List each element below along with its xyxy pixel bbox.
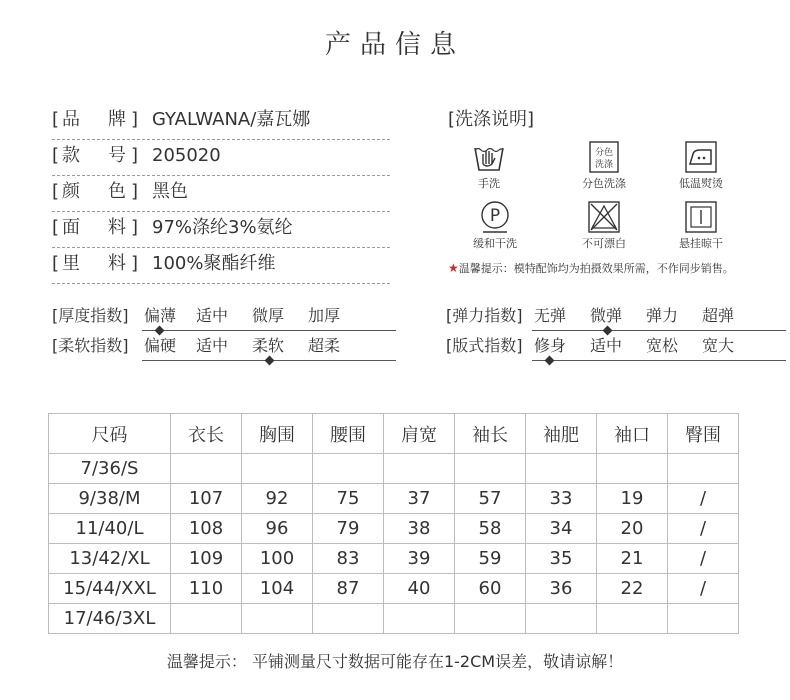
table-header-cell: 袖口 bbox=[597, 414, 668, 454]
table-row bbox=[49, 454, 739, 484]
table-cell: 87 bbox=[313, 574, 384, 604]
separate-colors-icon-text-2: 洗涤 bbox=[594, 160, 614, 170]
index-option: 适中 bbox=[590, 336, 623, 355]
info-label: [ 颜 色 ] bbox=[52, 181, 138, 202]
table-cell bbox=[242, 454, 313, 484]
table-cell bbox=[668, 454, 739, 484]
table-cell: 21 bbox=[597, 544, 668, 574]
info-value-lining: 100%聚酯纤维 bbox=[152, 253, 276, 274]
hand-wash-icon bbox=[472, 140, 506, 174]
table-cell bbox=[455, 454, 526, 484]
info-row-style-number bbox=[52, 140, 390, 176]
index-name: [弹力指数] bbox=[446, 306, 523, 325]
wash-caption: 分色洗涤 bbox=[582, 177, 626, 190]
table-cell: 57 bbox=[455, 484, 526, 514]
table-cell bbox=[384, 454, 455, 484]
table-cell: 11/40/L bbox=[49, 514, 171, 544]
table-cell: 39 bbox=[384, 544, 455, 574]
table-header-cell: 臀围 bbox=[668, 414, 739, 454]
page-title: 产品信息 bbox=[324, 30, 465, 60]
table-cell: 36 bbox=[526, 574, 597, 604]
table-cell: 19 bbox=[597, 484, 668, 514]
table-row bbox=[49, 604, 739, 634]
star-icon: ★ bbox=[448, 261, 459, 275]
table-cell: 9/38/M bbox=[49, 484, 171, 514]
index-options bbox=[142, 333, 396, 361]
table-header-cell: 肩宽 bbox=[384, 414, 455, 454]
info-label: [ 里 料 ] bbox=[52, 253, 138, 274]
table-cell: 34 bbox=[526, 514, 597, 544]
wash-item-hand-wash bbox=[441, 140, 537, 191]
info-row-brand bbox=[52, 104, 390, 140]
index-option: 偏薄 bbox=[144, 306, 177, 325]
table-cell: 13/42/XL bbox=[49, 544, 171, 574]
no-bleach-icon bbox=[587, 200, 621, 234]
table-cell: 107 bbox=[171, 484, 242, 514]
table-cell: 110 bbox=[171, 574, 242, 604]
table-cell: 104 bbox=[242, 574, 313, 604]
gentle-dry-clean-icon-text: P bbox=[489, 206, 501, 226]
info-row-fabric bbox=[52, 212, 390, 248]
index-option: 超柔 bbox=[308, 336, 341, 355]
table-cell: / bbox=[668, 574, 739, 604]
table-cell: 83 bbox=[313, 544, 384, 574]
table-cell bbox=[384, 604, 455, 634]
table-cell: 20 bbox=[597, 514, 668, 544]
index-option: 偏硬 bbox=[144, 336, 177, 355]
table-header-row bbox=[49, 414, 739, 454]
table-cell bbox=[313, 604, 384, 634]
wash-title: [洗涤说明] bbox=[448, 109, 535, 130]
table-cell bbox=[668, 604, 739, 634]
table-cell: 7/36/S bbox=[49, 454, 171, 484]
index-name: [柔软指数] bbox=[52, 336, 129, 355]
index-name: [厚度指数] bbox=[52, 306, 129, 325]
table-cell bbox=[171, 454, 242, 484]
index-options bbox=[532, 303, 786, 331]
size-table bbox=[48, 413, 739, 634]
table-header-cell: 袖长 bbox=[455, 414, 526, 454]
table-header-cell: 袖肥 bbox=[526, 414, 597, 454]
wash-note-text: 温馨提示：模特配饰均为拍摄效果所需，不作同步销售。 bbox=[458, 262, 734, 275]
wash-caption: 缓和干洗 bbox=[473, 237, 517, 250]
index-option: 弹力 bbox=[646, 306, 679, 325]
separate-colors-icon-text-1: 分色 bbox=[594, 148, 614, 158]
index-option: 适中 bbox=[196, 306, 229, 325]
table-cell: 60 bbox=[455, 574, 526, 604]
index-option: 柔软 bbox=[252, 336, 285, 355]
hang-dry-icon bbox=[684, 200, 718, 234]
table-cell: 22 bbox=[597, 574, 668, 604]
table-row bbox=[49, 514, 739, 544]
info-label: [ 款 号 ] bbox=[52, 145, 138, 166]
table-cell: 17/46/3XL bbox=[49, 604, 171, 634]
table-cell bbox=[242, 604, 313, 634]
table-cell: 15/44/XXL bbox=[49, 574, 171, 604]
table-cell bbox=[526, 454, 597, 484]
index-name: [版式指数] bbox=[446, 336, 523, 355]
table-cell bbox=[526, 604, 597, 634]
table-cell: / bbox=[668, 514, 739, 544]
wash-item-separate-colors bbox=[556, 140, 652, 191]
wash-item-gentle-dry-clean bbox=[447, 200, 543, 251]
info-value-brand: GYALWANA/嘉瓦娜 bbox=[152, 109, 311, 130]
index-option: 修身 bbox=[534, 336, 567, 355]
table-cell bbox=[171, 604, 242, 634]
gentle-dry-clean-icon bbox=[478, 200, 512, 234]
index-option: 超弹 bbox=[702, 306, 735, 325]
index-option: 适中 bbox=[196, 336, 229, 355]
table-cell: / bbox=[668, 544, 739, 574]
table-cell: 59 bbox=[455, 544, 526, 574]
table-cell: 100 bbox=[242, 544, 313, 574]
table-cell: 109 bbox=[171, 544, 242, 574]
wash-caption: 不可漂白 bbox=[582, 237, 626, 250]
table-cell: 58 bbox=[455, 514, 526, 544]
table-cell: 96 bbox=[242, 514, 313, 544]
wash-item-no-bleach bbox=[556, 200, 652, 251]
table-cell: 37 bbox=[384, 484, 455, 514]
index-option: 微弹 bbox=[590, 306, 623, 325]
index-option: 加厚 bbox=[308, 306, 341, 325]
wash-caption: 手洗 bbox=[478, 177, 500, 190]
wash-caption: 低温熨烫 bbox=[679, 177, 723, 190]
separate-colors-icon bbox=[587, 140, 621, 174]
table-cell bbox=[597, 454, 668, 484]
info-row-color bbox=[52, 176, 390, 212]
table-cell bbox=[455, 604, 526, 634]
wash-item-hang-dry bbox=[653, 200, 749, 251]
table-header-cell: 腰围 bbox=[313, 414, 384, 454]
table-cell: 33 bbox=[526, 484, 597, 514]
info-value-color: 黑色 bbox=[152, 181, 188, 202]
footer-note: 温馨提示： 平铺测量尺寸数据可能存在1-2CM误差，敬请谅解！ bbox=[166, 652, 624, 671]
info-label: [ 品 牌 ] bbox=[52, 109, 138, 130]
table-row bbox=[49, 574, 739, 604]
table-cell: 40 bbox=[384, 574, 455, 604]
index-options bbox=[532, 333, 786, 361]
index-option: 宽松 bbox=[646, 336, 679, 355]
wash-note bbox=[448, 260, 734, 276]
wash-item-low-temp-iron bbox=[653, 140, 749, 191]
table-cell: 79 bbox=[313, 514, 384, 544]
table-header-cell: 尺码 bbox=[49, 414, 171, 454]
info-value-style-number: 205020 bbox=[152, 145, 221, 166]
index-option: 宽大 bbox=[702, 336, 735, 355]
table-cell bbox=[313, 454, 384, 484]
info-row-lining bbox=[52, 248, 390, 284]
table-row bbox=[49, 544, 739, 574]
table-cell: / bbox=[668, 484, 739, 514]
table-row bbox=[49, 484, 739, 514]
table-cell: 92 bbox=[242, 484, 313, 514]
table-cell bbox=[597, 604, 668, 634]
table-cell: 108 bbox=[171, 514, 242, 544]
info-value-fabric: 97%涤纶3%氨纶 bbox=[152, 217, 293, 238]
table-header-cell: 胸围 bbox=[242, 414, 313, 454]
table-cell: 75 bbox=[313, 484, 384, 514]
index-option: 微厚 bbox=[252, 306, 285, 325]
index-options bbox=[142, 303, 396, 331]
table-cell: 38 bbox=[384, 514, 455, 544]
table-cell: 35 bbox=[526, 544, 597, 574]
index-option: 无弹 bbox=[534, 306, 567, 325]
low-temp-iron-icon bbox=[684, 140, 718, 174]
wash-caption: 悬挂晾干 bbox=[679, 237, 723, 250]
info-label: [ 面 料 ] bbox=[52, 217, 138, 238]
table-header-cell: 衣长 bbox=[171, 414, 242, 454]
